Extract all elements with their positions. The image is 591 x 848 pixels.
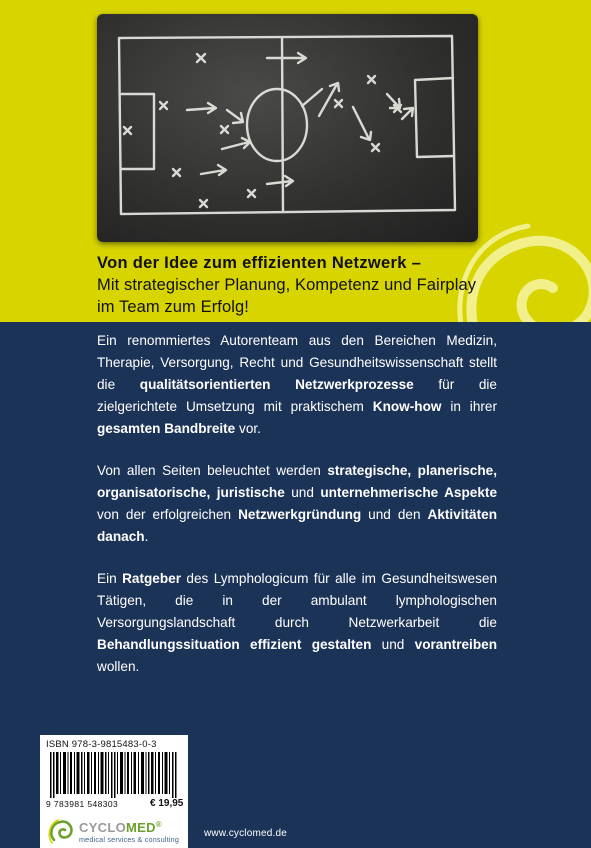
isbn-label: ISBN 978-3-9815483-0-3 [46, 739, 157, 750]
emphasis: strategische, planerische, organisatorische, juristische [97, 463, 497, 500]
cyclomed-swirl-icon [48, 818, 75, 845]
logo-registered-mark: ® [155, 820, 162, 829]
description [97, 330, 497, 698]
emphasis: Know-how [372, 399, 442, 414]
headline-line-1: Von der Idee zum effizienten Netzwerk – [97, 254, 422, 272]
description-paragraph-3 [97, 568, 497, 678]
headline-line-2: Mit strategischer Planung, Kompetenz und Fairplay im Team zum Erfolg! [97, 276, 477, 316]
price: € 19,95 [150, 798, 184, 809]
text: des Lymphologicum für alle im Gesundheitswesen Tätigen, die in der ambulant lymphologischen Versorgungslandschaft durch Netzwerkarbeit die [97, 571, 497, 630]
text: Ein renommiertes Autorenteam aus den Bereichen Medizin, Therapie, Versorgung, Recht und Gesundheitswissenschaft stellt die [97, 333, 497, 392]
cyclomed-logo [40, 815, 188, 848]
text: . [144, 529, 149, 544]
barcode-digits: 9 783981 548303 [46, 799, 119, 809]
text: für die zielgerichtete Umsetzung mit praktischem [97, 377, 497, 414]
logo-tagline: medical services & consulting [79, 835, 180, 844]
text: von der erfolgreichen [97, 507, 239, 522]
emphasis: Behandlungssituation effizient gestalten [97, 637, 372, 652]
barcode-icon [50, 752, 178, 798]
text: in ihrer [441, 399, 497, 414]
emphasis: unternehmerische Aspekte [320, 485, 498, 500]
headline [97, 252, 497, 318]
text: Von allen Seiten beleuchtet werden [97, 463, 328, 478]
text: vor. [235, 421, 261, 436]
website-url: www.cyclomed.de [204, 828, 288, 839]
description-paragraph-1 [97, 330, 497, 440]
emphasis: Aktivitäten danach [97, 507, 497, 544]
emphasis: gesamten Bandbreite [97, 421, 236, 436]
yellow-top-band [0, 0, 591, 322]
emphasis: Netzwerkgründung [238, 507, 362, 522]
logo-word-cyclo: CYCLO [79, 820, 126, 835]
logo-wordmark [79, 820, 162, 835]
text: und [371, 637, 415, 652]
chalkboard-tactics-image [97, 14, 478, 242]
emphasis: qualitätsorientierten Netzwerkprozesse [139, 377, 414, 392]
text: wollen. [97, 659, 140, 674]
text: und den [361, 507, 428, 522]
emphasis: vorantreiben [414, 637, 497, 652]
isbn-barcode-box [40, 735, 188, 815]
text: Ein [97, 571, 123, 586]
text: und [284, 485, 321, 500]
logo-word-med: MED [126, 820, 156, 835]
chalk-drawing [97, 14, 478, 242]
emphasis: Ratgeber [122, 571, 181, 586]
description-paragraph-2 [97, 460, 497, 548]
